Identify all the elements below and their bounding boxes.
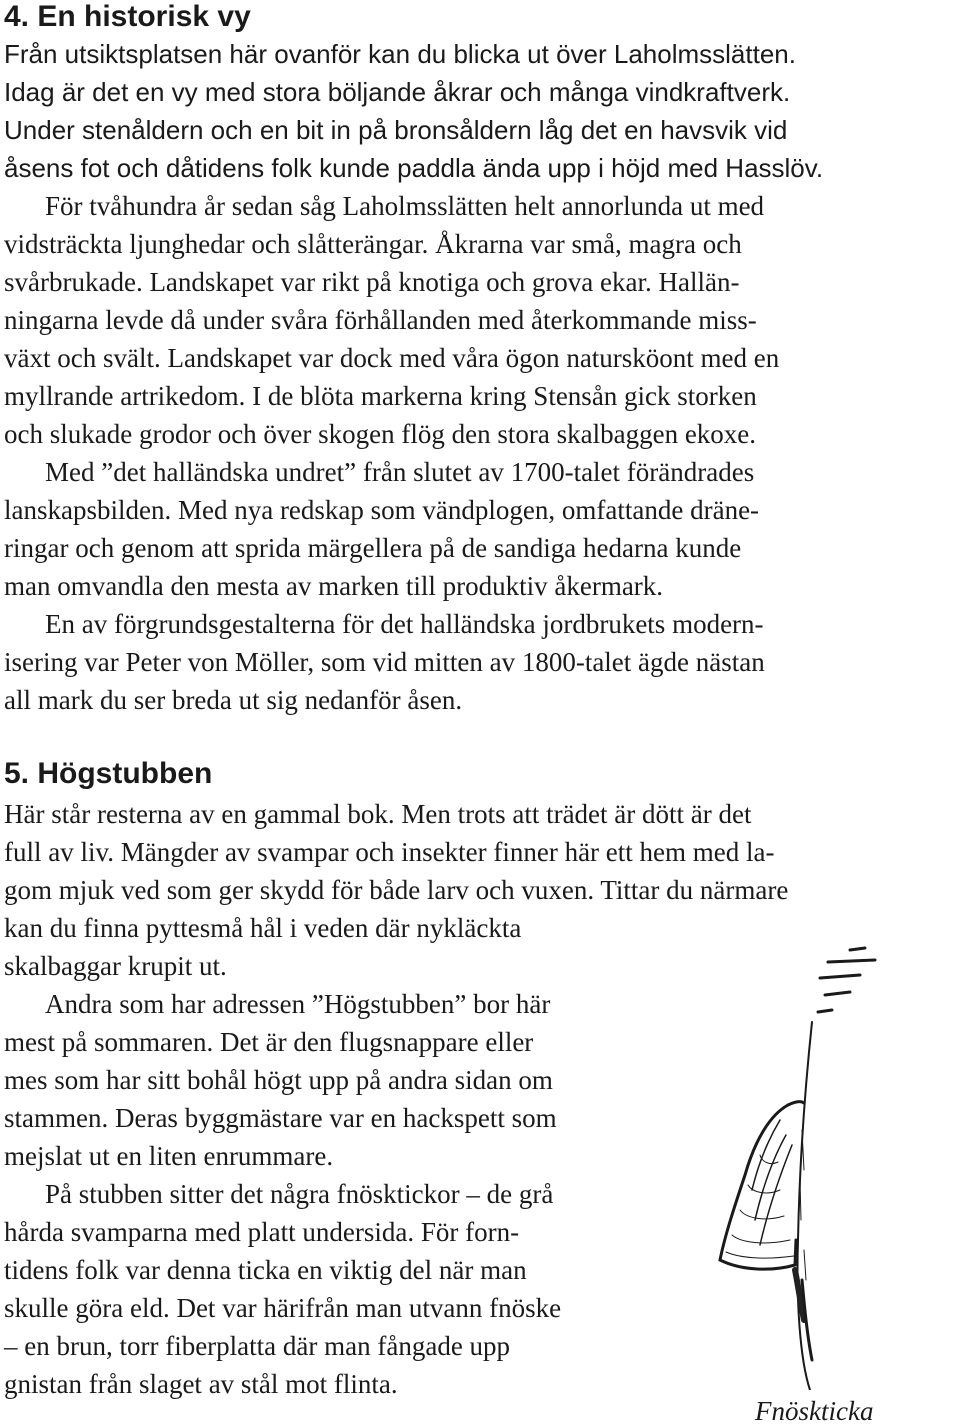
text-line: Från utsiktsplatsen här ovanför kan du blicka ut över Laholmsslätten. bbox=[4, 39, 796, 69]
text-line: Andra som har adressen ”Högstubben” bor här bbox=[45, 989, 551, 1019]
text-line: Med ”det halländska undret” från slutet av 1700-talet förändrades bbox=[45, 457, 755, 487]
text-line: växt och svält. Landskapet var dock med våra ögon natursköont med en bbox=[4, 343, 780, 373]
text-line: För tvåhundra år sedan såg Laholmsslätten helt annorlunda ut med bbox=[45, 191, 765, 221]
text-line: tidens folk var denna ticka en viktig del när man bbox=[4, 1255, 527, 1285]
text-line: åsens fot och dåtidens folk kunde paddla ända upp i höjd med Hasslöv. bbox=[4, 153, 824, 183]
text-line: ringar och genom att sprida märgellera på de sandiga hedarna kunde bbox=[4, 533, 742, 563]
text-line: – en brun, torr fiberplatta där man fångade upp bbox=[4, 1331, 511, 1361]
text-line: skalbaggar krupit ut. bbox=[4, 951, 227, 981]
text-line: skulle göra eld. Det var härifrån man utvann fnöske bbox=[4, 1293, 562, 1323]
text-line: gnistan från slaget av stål mot flinta. bbox=[4, 1369, 398, 1399]
text-line: Under stenåldern och en bit in på bronsåldern låg det en havsvik vid bbox=[4, 115, 788, 145]
text-line: vidsträckta ljunghedar och slåtterängar. Åkrarna var små, magra och bbox=[4, 229, 742, 259]
text-line: stammen. Deras byggmästare var en hackspett som bbox=[4, 1103, 557, 1133]
text-line: Här står resterna av en gammal bok. Men trots att trädet är dött är det bbox=[4, 799, 752, 829]
text-line: mest på sommaren. Det är den flugsnappare eller bbox=[4, 1027, 534, 1057]
text-line: En av förgrundsgestalterna för det halländska jordbrukets modern- bbox=[45, 609, 764, 639]
text-line: full av liv. Mängder av svampar och insekter finner här ett hem med la- bbox=[4, 837, 775, 867]
text-line: gom mjuk ved som ger skydd för både larv och vuxen. Tittar du närmare bbox=[4, 875, 789, 905]
text-line: hårda svamparna med platt undersida. För forn- bbox=[4, 1217, 520, 1247]
text-line: och slukade grodor och över skogen flög den stora skalbaggen ekoxe. bbox=[4, 419, 757, 449]
text-line: På stubben sitter det några fnösktickor – de grå bbox=[45, 1179, 554, 1209]
text-line: mes som har sitt bohål högt upp på andra sidan om bbox=[4, 1065, 553, 1095]
text-line: kan du finna pyttesmå hål i veden där nykläckta bbox=[4, 913, 522, 943]
text-line: isering var Peter von Möller, som vid mitten av 1800-talet ägde nästan bbox=[4, 647, 765, 677]
tinder-fungus-icon bbox=[700, 940, 950, 1390]
section-4-heading: 4. En historisk vy bbox=[4, 0, 251, 33]
text-line: myllrande artrikedom. I de blöta markerna kring Stensån gick storken bbox=[4, 381, 757, 411]
text-line: svårbrukade. Landskapet var rikt på knotiga och grova ekar. Hallän- bbox=[4, 267, 740, 297]
text-line: man omvandla den mesta av marken till produktiv åkermark. bbox=[4, 571, 664, 601]
text-line: lanskapsbilden. Med nya redskap som vändplogen, omfattande dräne- bbox=[4, 495, 760, 525]
section-5-heading: 5. Högstubben bbox=[4, 757, 213, 790]
text-line: all mark du ser breda ut sig nedanför åsen. bbox=[4, 685, 463, 715]
illustration-caption: Fnöskticka bbox=[755, 1396, 874, 1426]
text-line: mejslat ut en liten enrummare. bbox=[4, 1141, 334, 1171]
text-line: ningarna levde då under svåra förhållanden med återkommande miss- bbox=[4, 305, 757, 335]
text-line: Idag är det en vy med stora böljande åkrar och många vindkraftverk. bbox=[4, 77, 791, 107]
